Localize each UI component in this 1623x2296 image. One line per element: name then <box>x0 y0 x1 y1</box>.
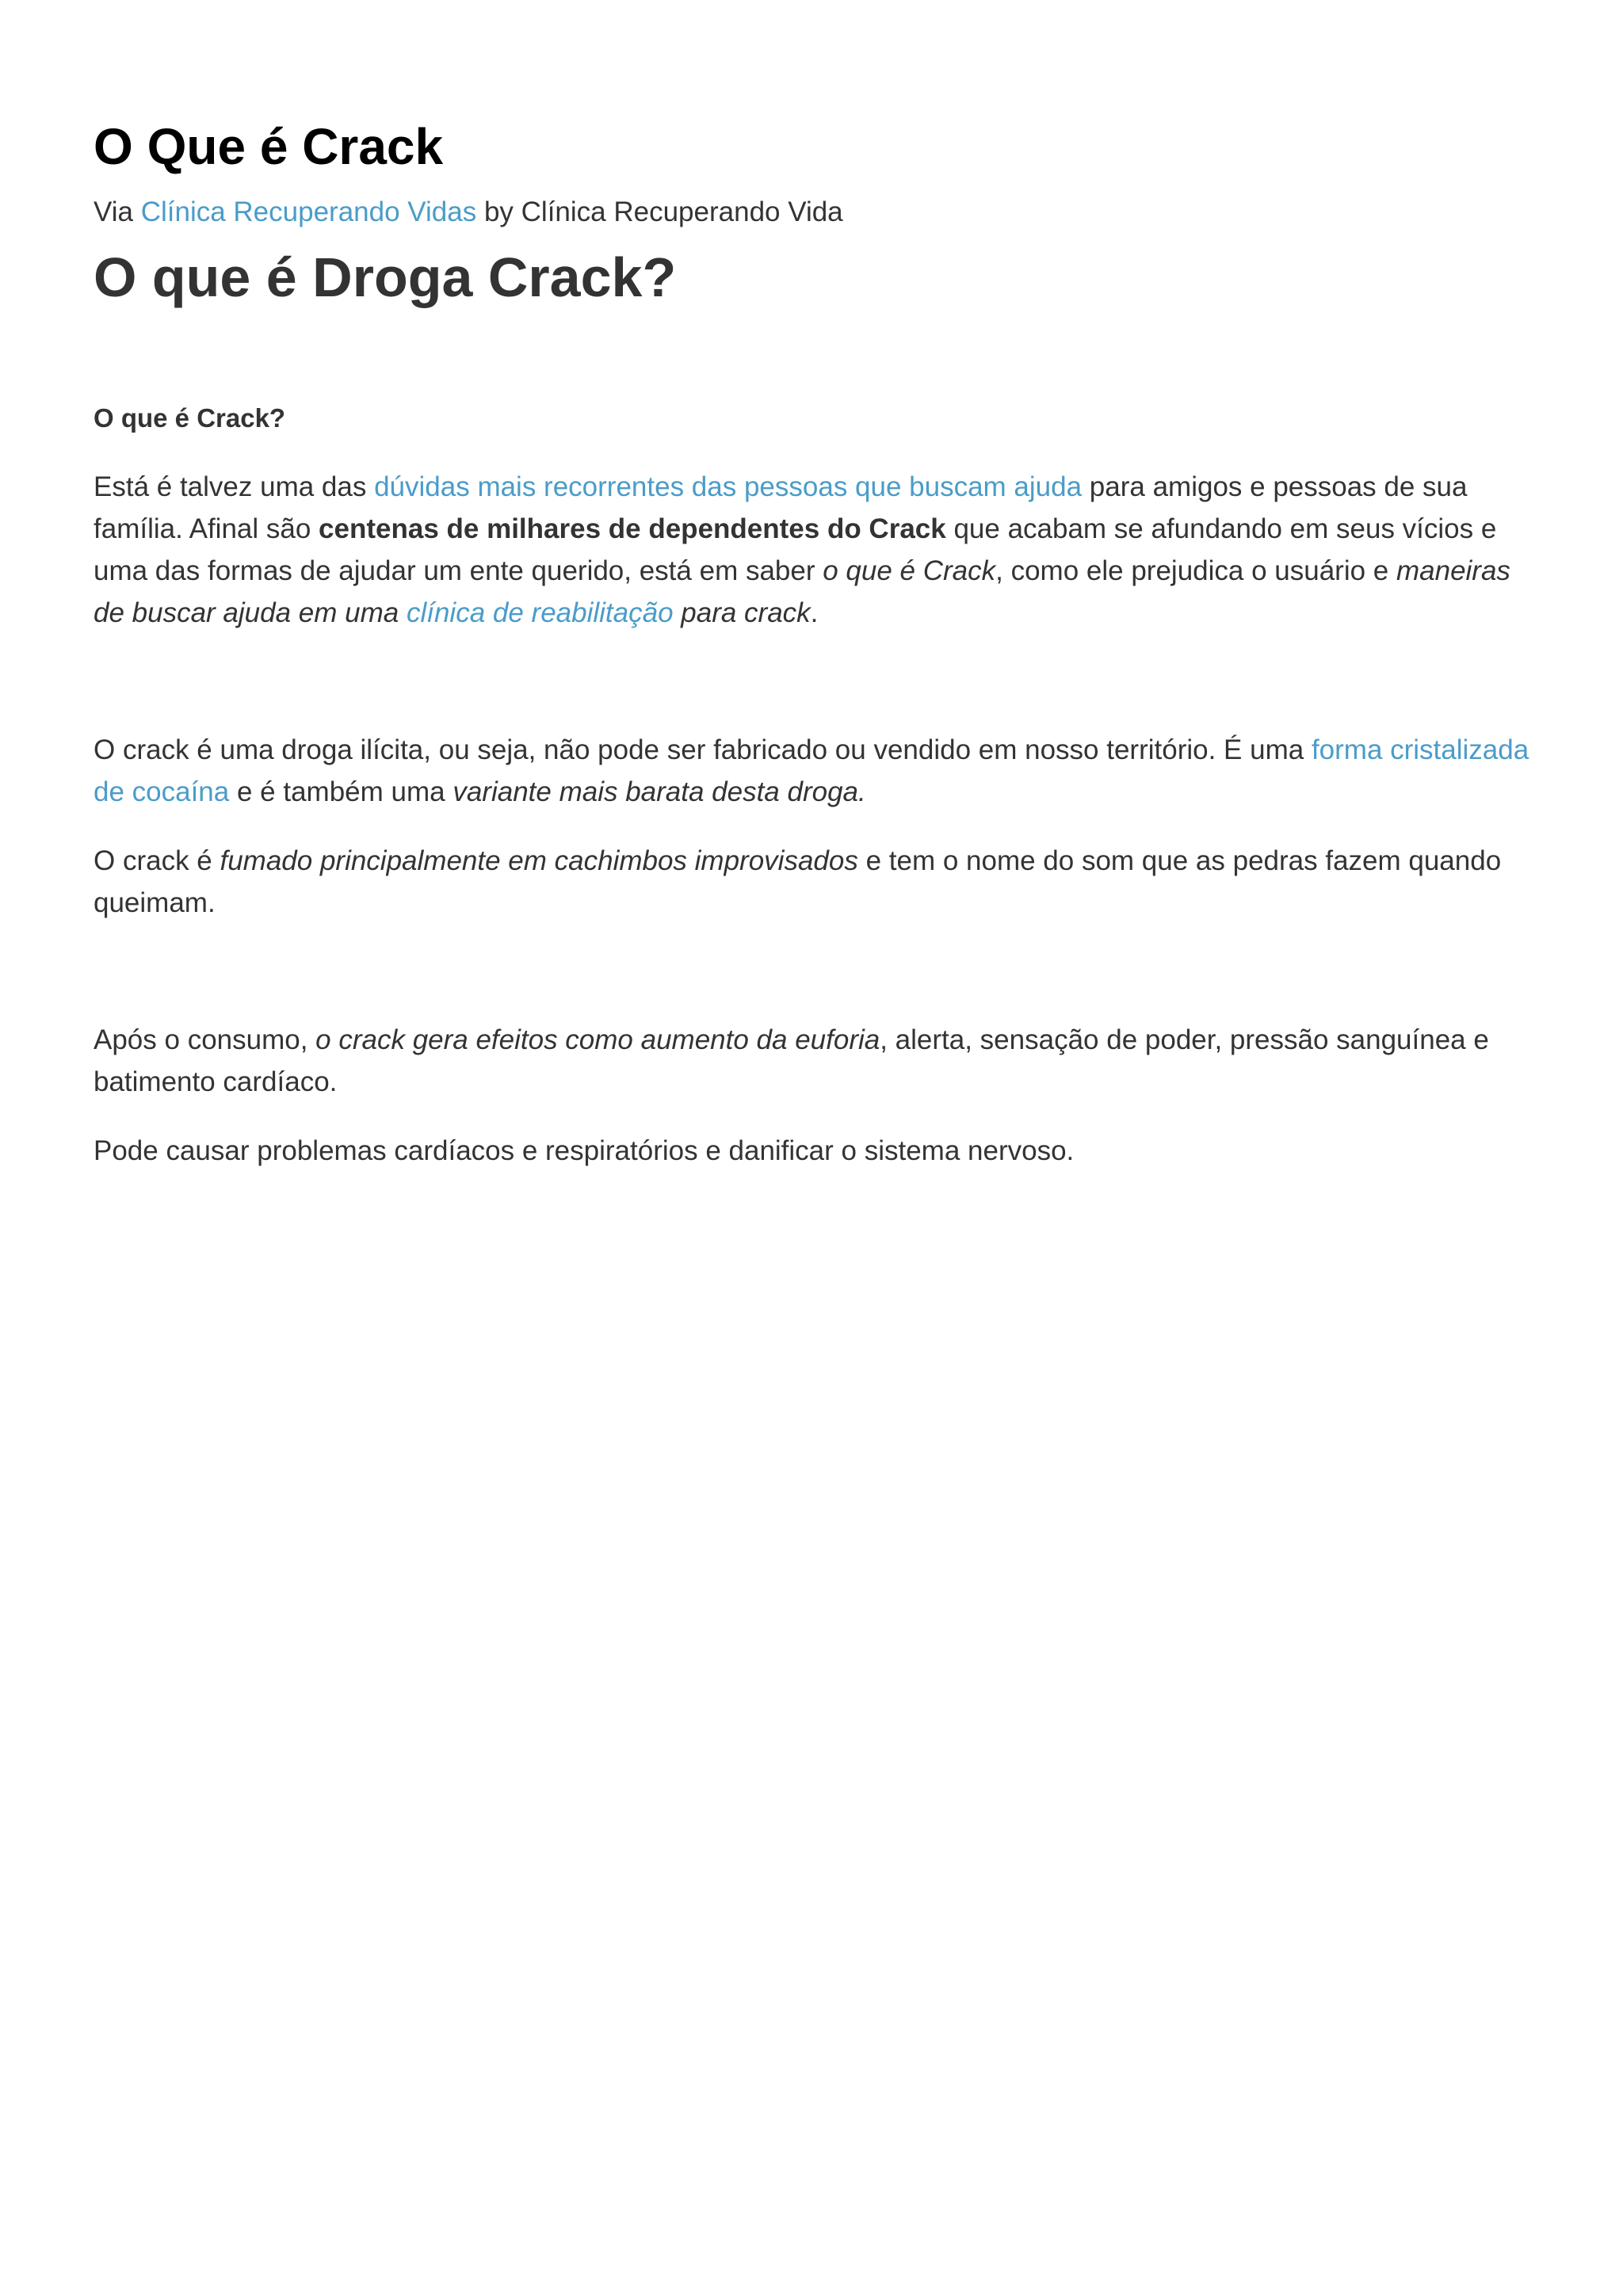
paragraph-text: Pode causar problemas cardíacos e respiratórios e danificar o sistema nervoso. <box>94 1135 1075 1166</box>
paragraph-smoking <box>94 840 1536 924</box>
paragraph-effects <box>94 1019 1536 1103</box>
byline-via-label: Via <box>94 196 133 227</box>
byline-author: by Clínica Recuperando Vida <box>483 196 843 227</box>
paragraph-intro <box>94 466 1536 634</box>
paragraph-text: . <box>810 597 819 628</box>
paragraph-text: Está é talvez uma das <box>94 471 375 502</box>
paragraph-text: para amigos e pessoas de sua família. Afinal são <box>94 471 1468 544</box>
crystallized-cocaine-link[interactable]: forma cristalizada de cocaína <box>94 734 1529 807</box>
italic-text: fumado principalmente em cachimbos improvisados <box>220 845 858 876</box>
source-link[interactable]: Clínica Recuperando Vidas <box>140 196 477 227</box>
rehab-clinic-link-text: clínica de reabilitação <box>406 597 674 628</box>
paragraph-text: que acabam se afundando em seus vícios e uma das formas de ajudar um ente querido, está em saber <box>94 513 1497 586</box>
italic-text: para crack <box>673 597 811 628</box>
paragraph-text: , como ele prejudica o usuário e <box>995 555 1396 586</box>
rehab-clinic-link[interactable] <box>407 597 674 628</box>
italic-text: o crack gera efeitos como aumento da euforia <box>315 1024 880 1055</box>
page-title: O Que é Crack <box>94 118 444 175</box>
italic-text: o que é Crack <box>823 555 996 586</box>
article-heading: O que é Droga Crack? <box>94 246 677 308</box>
paragraph-text: e tem o nome do som que as pedras fazem quando queimam. <box>94 845 1502 918</box>
paragraph-text: O crack é <box>94 845 220 876</box>
paragraph-text: e é também uma <box>229 776 453 807</box>
paragraph-definition <box>94 729 1536 813</box>
paragraph-text: , alerta, sensação de poder, pressão sanguínea e batimento cardíaco. <box>94 1024 1489 1097</box>
bold-text: centenas de milhares de dependentes do Crack <box>319 513 946 544</box>
section-subheading: O que é Crack? <box>94 403 286 433</box>
paragraph-health-risks <box>94 1130 1536 1172</box>
byline <box>94 192 1536 233</box>
italic-text: variante mais barata desta droga. <box>453 776 866 807</box>
paragraph-text: Após o consumo, <box>94 1024 316 1055</box>
paragraph-text: O crack é uma droga ilícita, ou seja, não pode ser fabricado ou vendido em nosso território. É uma <box>94 734 1312 765</box>
article-content <box>94 111 1536 1172</box>
doubts-link[interactable]: dúvidas mais recorrentes das pessoas que buscam ajuda <box>374 471 1083 502</box>
italic-text: maneiras de buscar ajuda em uma <box>94 555 1510 628</box>
